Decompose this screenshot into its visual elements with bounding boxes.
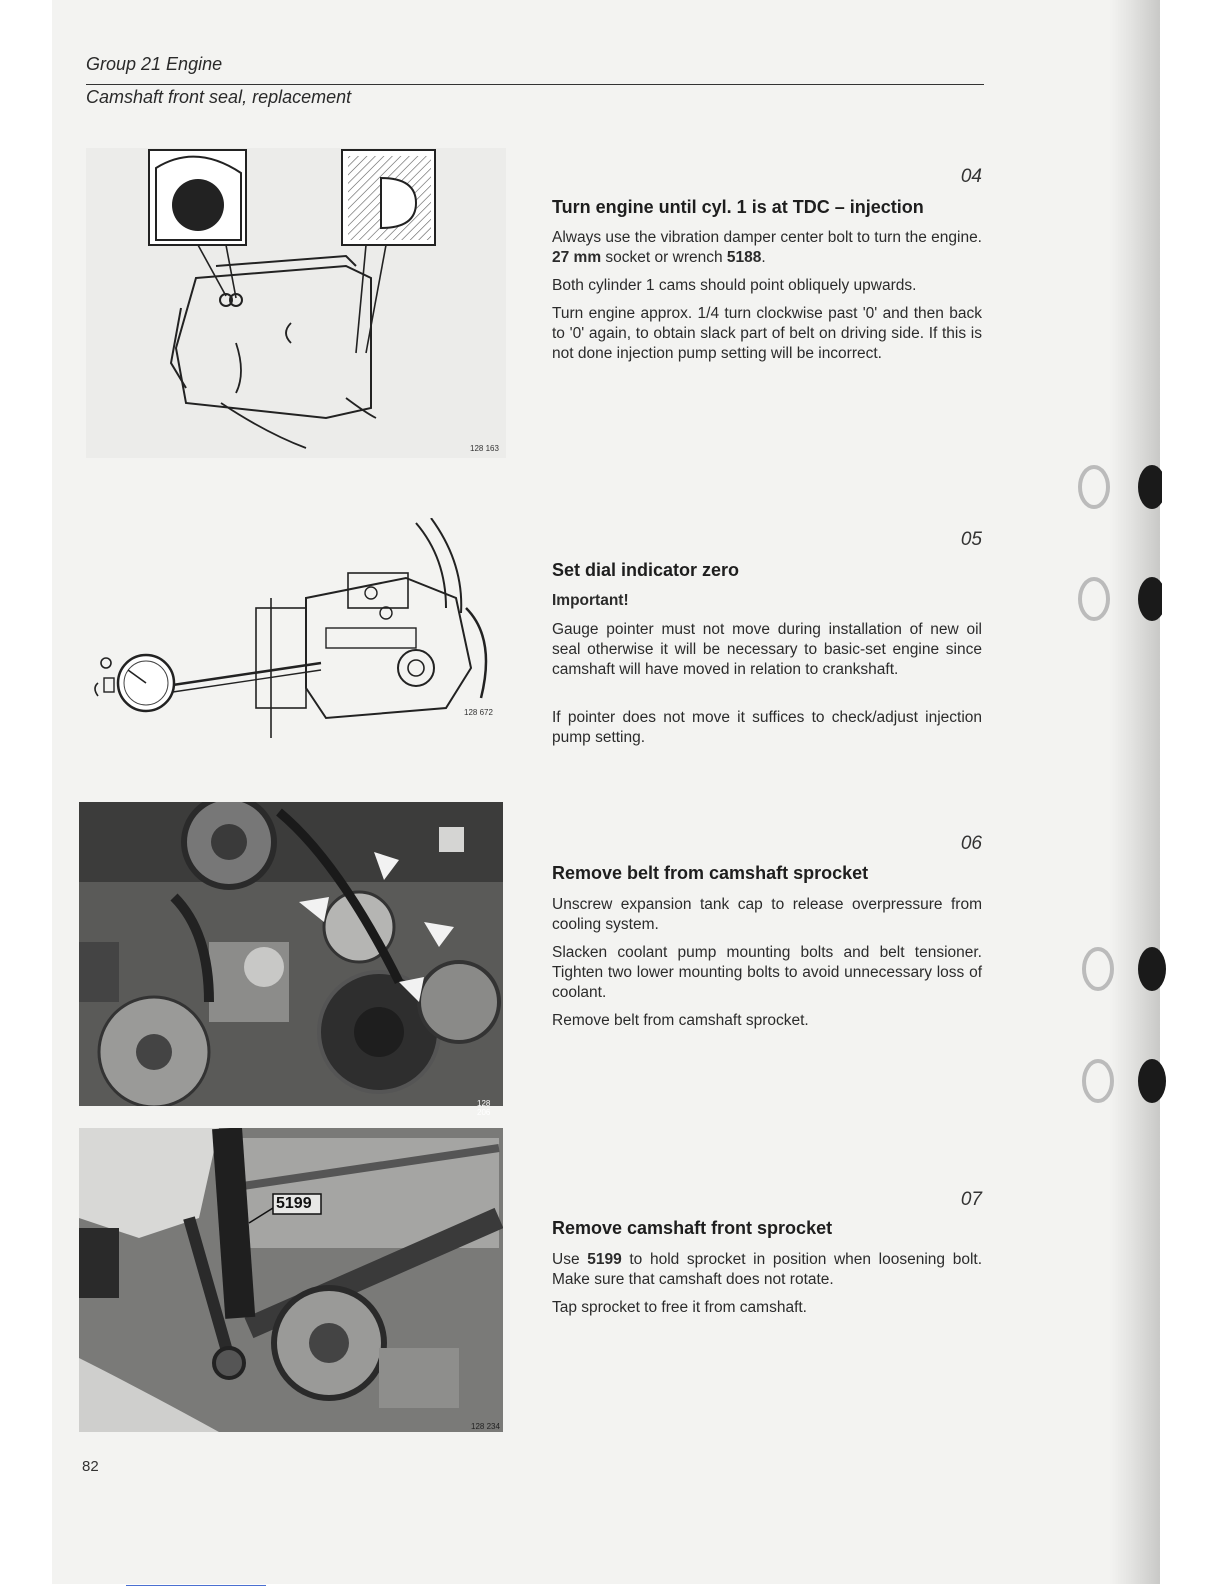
tool-label-5199: 5199 <box>276 1195 312 1212</box>
step-title: Turn engine until cyl. 1 is at TDC – injection <box>552 197 924 217</box>
step-paragraph: Both cylinder 1 cams should point obliquely upwards. <box>552 277 917 294</box>
binder-hole-icon <box>1076 944 1166 999</box>
step-paragraph: If pointer does not move it suffices to check/adjust injection pump setting. <box>552 709 982 746</box>
step-paragraph-important: Important! <box>552 592 629 609</box>
step-title: Remove belt from camshaft sprocket <box>552 863 869 883</box>
step-number: 05 <box>960 529 982 550</box>
section-group-title: Group 21 Engine <box>86 54 223 74</box>
step-paragraph: Always use the vibration damper center bolt to turn the engine. 27 mm socket or wrench 5188. <box>552 229 982 266</box>
step-title: Remove camshaft front sprocket <box>552 1218 833 1238</box>
section-subtitle: Camshaft front seal, replacement <box>86 87 352 107</box>
header-rule <box>86 84 984 85</box>
step-number: 06 <box>960 833 982 854</box>
binder-hole-icon <box>1076 1056 1166 1111</box>
figure-code: 128 234 <box>471 1422 500 1431</box>
figure-photo-sprocket-removal <box>79 1128 503 1432</box>
step-number: 07 <box>960 1189 982 1210</box>
binding-spine <box>1110 0 1160 1584</box>
step-paragraph: Tap sprocket to free it from camshaft. <box>552 1299 807 1316</box>
step-paragraph: Unscrew expansion tank cap to release overpressure from cooling system. <box>552 896 982 933</box>
figure-code: 128 163 <box>470 444 499 453</box>
figure-code: 128 206 <box>477 1099 491 1117</box>
step-paragraph: Use 5199 to hold sprocket in position when loosening bolt. Make sure that camshaft does not rotate. <box>552 1251 983 1288</box>
step-paragraph: Remove belt from camshaft sprocket. <box>552 1012 809 1029</box>
step-paragraph: Turn engine approx. 1/4 turn clockwise past '0' and then back to '0' again, to obtain slack part of belt on driving side. If this is not done injection pump setting will be incorrect. <box>552 305 982 362</box>
figure-code: 128 672 <box>464 708 493 717</box>
step-paragraph: Gauge pointer must not move during installation of new oil seal otherwise it will be necessary to basic-set engine since camshaft will have moved in relation to crankshaft. <box>552 621 982 678</box>
step-paragraph: Slacken coolant pump mounting bolts and belt tensioner. Tighten two lower mounting bolts to avoid unnecessary loss of coolant. <box>552 944 982 1001</box>
binder-hole-icon <box>1072 574 1162 629</box>
step-number: 04 <box>960 166 982 187</box>
figure-photo-belt-removal <box>79 802 503 1117</box>
figure-dial-indicator-diagram <box>86 518 506 744</box>
binder-hole-icon <box>1072 462 1162 517</box>
page-number: 82 <box>82 1458 99 1475</box>
step-title: Set dial indicator zero <box>552 560 740 580</box>
figure-engine-tdc-diagram <box>86 148 506 458</box>
